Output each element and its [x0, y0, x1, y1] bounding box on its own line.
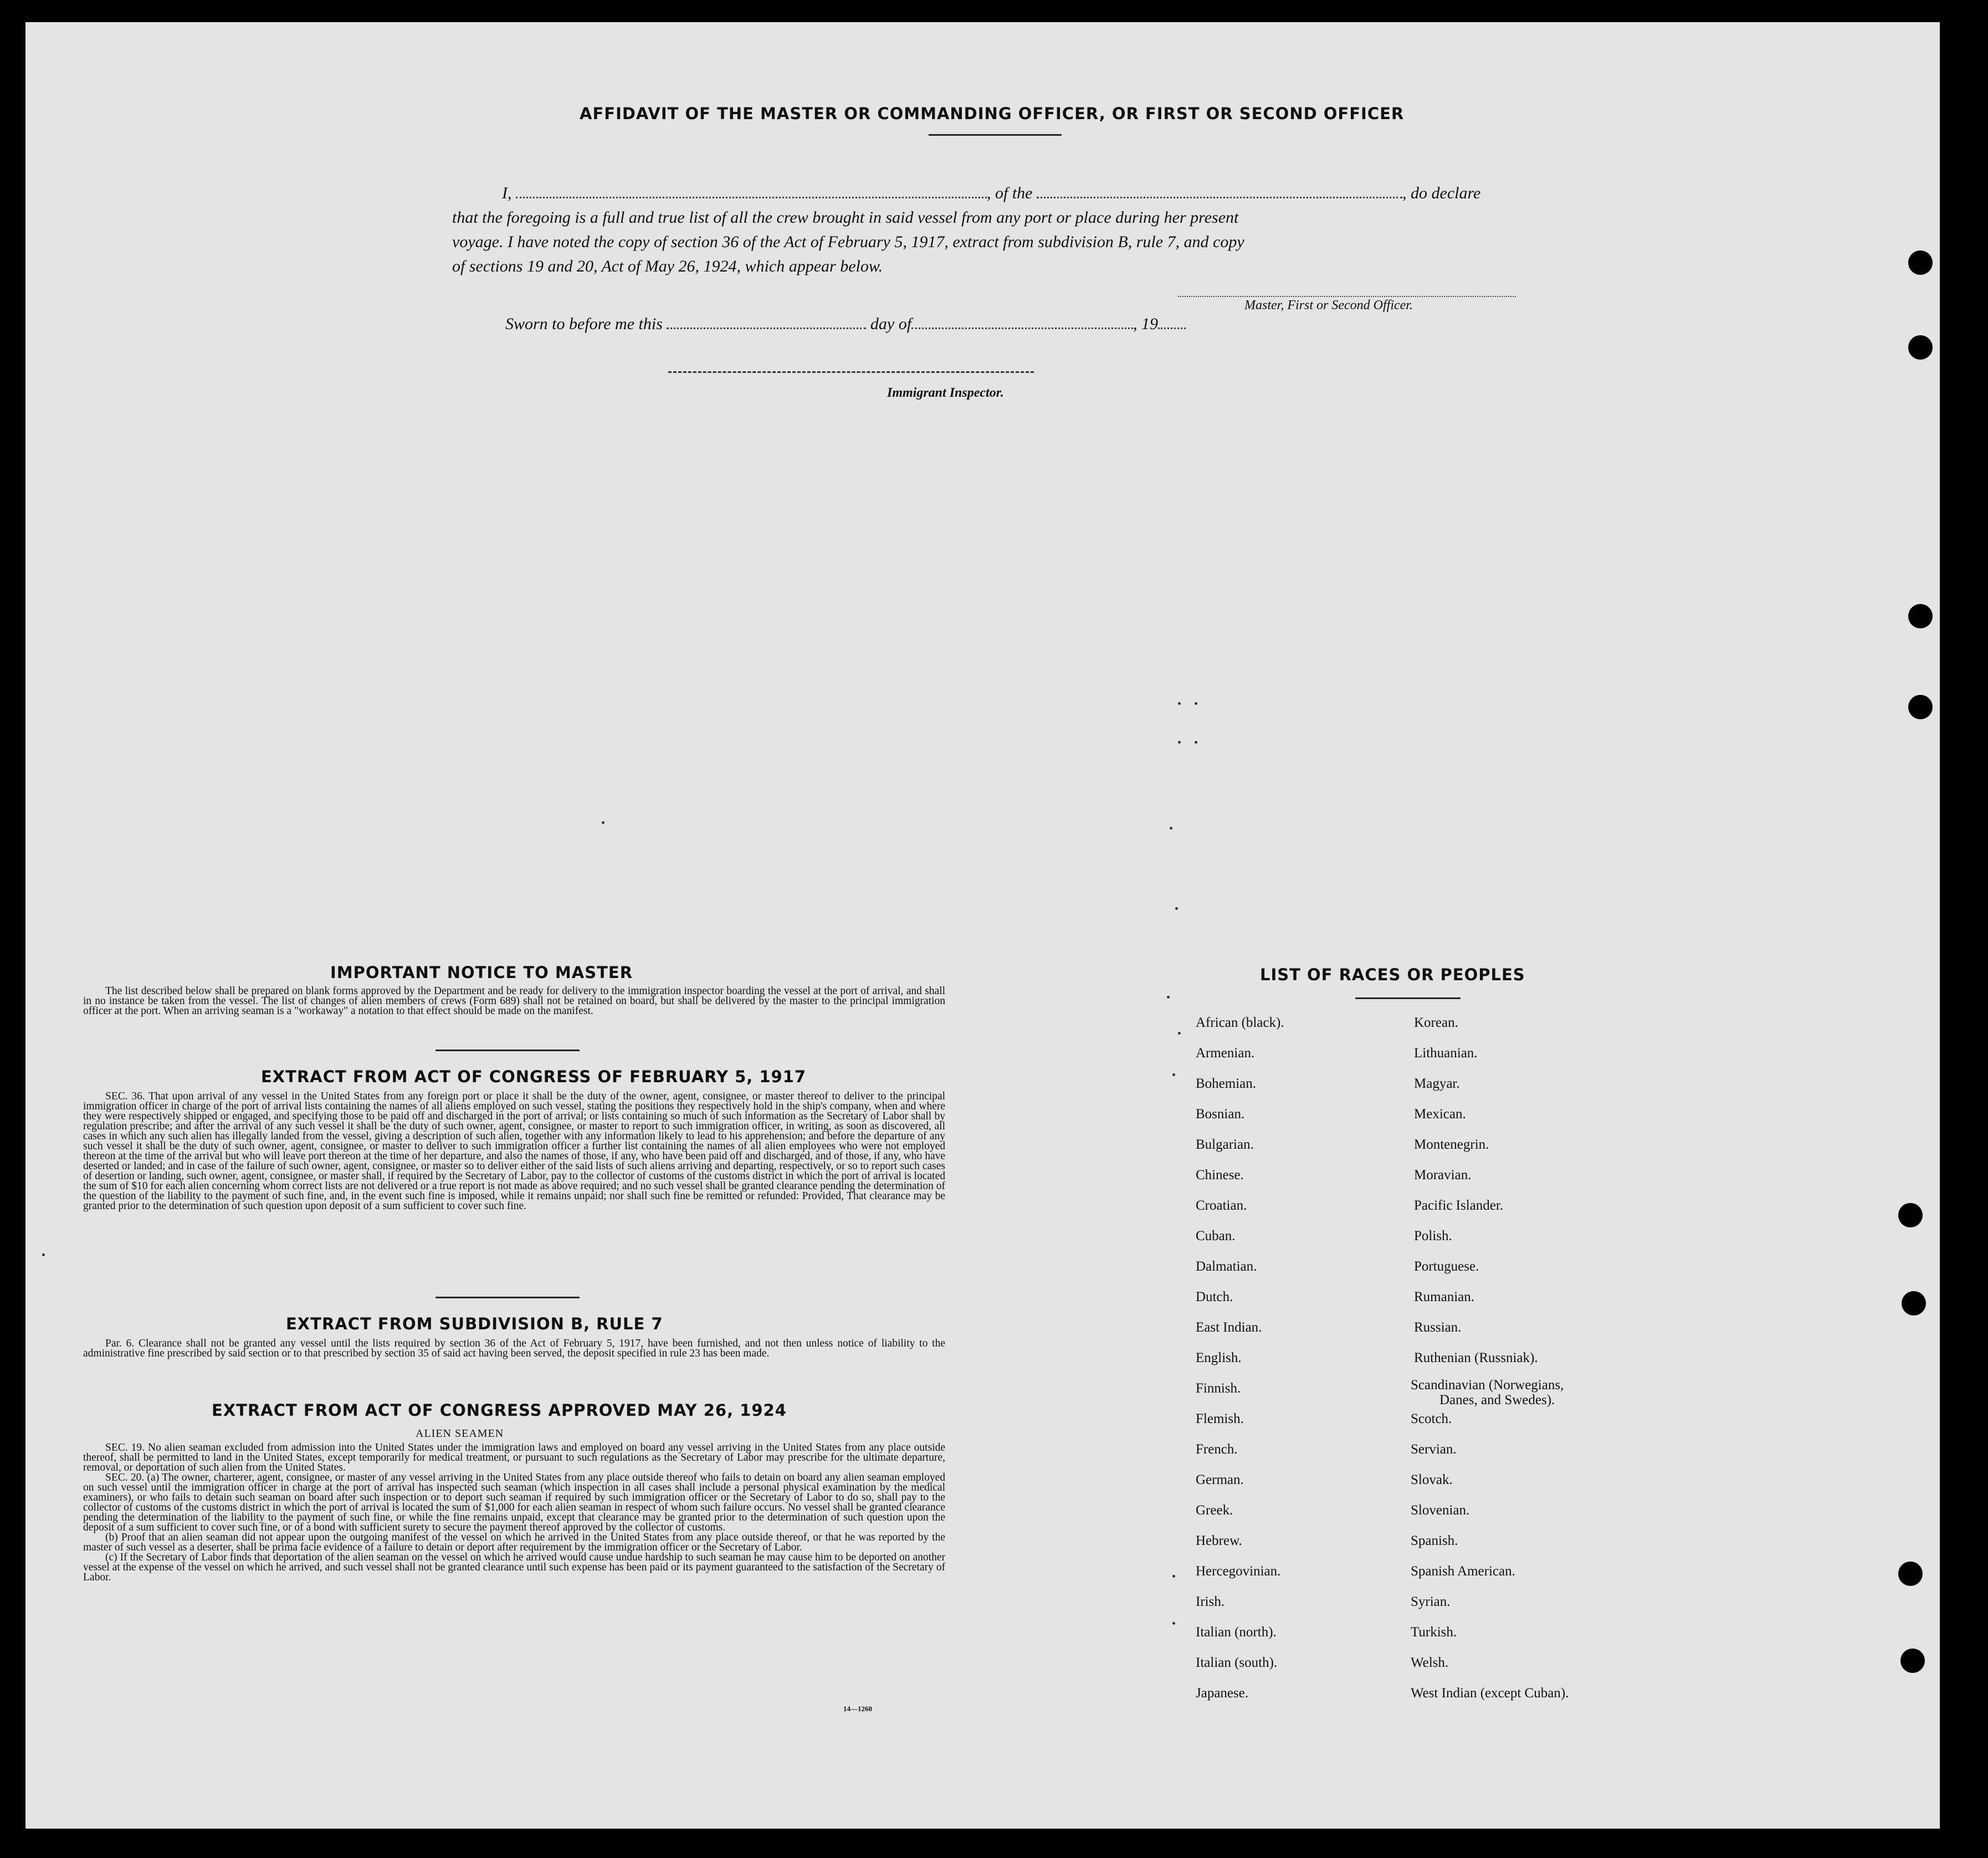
year-label: , 19 [1133, 315, 1159, 333]
month-blank [911, 327, 1133, 329]
vessel-blank [1037, 196, 1402, 198]
race-right-4: Mexican. [1414, 1107, 1466, 1122]
race-left-21: Italian (north). [1196, 1625, 1277, 1640]
sworn-line [505, 315, 1186, 334]
do-declare-label: , do declare [1402, 184, 1481, 202]
race-right-9: Portuguese. [1414, 1259, 1479, 1274]
binder-hole [1908, 250, 1933, 275]
race-right-20: Syrian. [1411, 1594, 1451, 1609]
divider-2 [435, 1297, 580, 1298]
race-right-22: Welsh. [1411, 1655, 1449, 1670]
race-left-16: German. [1196, 1472, 1244, 1487]
race-left-17: Greek. [1196, 1503, 1233, 1518]
sec20c: (c) If the Secretary of Labor finds that deportation of the alien seaman on the vessel on which he arrived would cause undue hardship to such seaman he may cause him to be deported on another vessel at the expense of the vessel on which he arrived, and such vessel shall not be granted clearance until such expense has been paid or its payment guaranteed to the satisfaction of the Secretary of Labor. [83, 1552, 945, 1583]
extract-1917-title: EXTRACT FROM ACT OF CONGRESS OF FEBRUARY 5, 1917 [261, 1067, 807, 1086]
race-right-1: Korean. [1414, 1015, 1458, 1030]
race-right-17: Slovenian. [1411, 1503, 1470, 1518]
bleed-speck [1178, 741, 1181, 744]
race-right-8: Polish. [1414, 1229, 1452, 1243]
bleed-speck [1170, 827, 1172, 830]
race-right-12: Ruthenian (Russniak). [1414, 1350, 1538, 1365]
binder-hole [1900, 1649, 1925, 1673]
race-left-19: Hercegovinian. [1196, 1564, 1281, 1579]
race-right-5: Montenegrin. [1414, 1137, 1489, 1152]
race-right-3: Magyar. [1414, 1076, 1460, 1091]
bleed-speck [1178, 1032, 1181, 1035]
race-right-19: Spanish American. [1411, 1564, 1515, 1579]
binder-hole [1908, 604, 1933, 628]
i-label: I, [502, 184, 512, 202]
extract-1924-text [83, 1443, 945, 1583]
race-left-12: English. [1196, 1350, 1242, 1365]
binder-hole [1908, 695, 1933, 719]
race-right-6: Moravian. [1414, 1168, 1472, 1183]
notice-title: IMPORTANT NOTICE TO MASTER [330, 963, 633, 982]
race-right-21: Turkish. [1411, 1625, 1457, 1640]
race-right-10: Rumanian. [1414, 1289, 1475, 1304]
binder-hole [1908, 335, 1933, 360]
affidavit-line2: that the foregoing is a full and true list of all the crew brought in said vessel from any port or place during her present [452, 208, 1239, 227]
race-left-3: Bohemian. [1196, 1076, 1257, 1091]
sec20a: SEC. 20. (a) The owner, charterer, agent, consignee, or master of any vessel arriving in the United States from any place outside thereof who fails to detain on board any alien seaman employed on such vessel until the immigration officer in charge at the port of arrival has inspected such seaman (which inspection in all cases shall include a personal physical examination by the medical examiners), or who fails to detain such seaman on board after such inspection or to deport such seaman if required by such immigration officer or the Secretary of Labor to do so, shall pay to the collector of customs of the customs district in which the port of arrival is located the sum of $1,000 for each alien seaman in respect of whom such failure occurs. No vessel shall be granted clearance pending the determination of the liability to the payment of such fine, or while the fine remains unpaid, except that clearance may be granted prior to the determination of such question upon the deposit of a sum sufficient to cover such fine, or of a bond with sufficient surety to secure the payment thereof approved by the collector of customs. [83, 1472, 945, 1533]
alien-seamen-subtitle: ALIEN SEAMEN [416, 1427, 504, 1440]
race-left-10: Dutch. [1196, 1289, 1233, 1304]
race-right-7: Pacific Islander. [1414, 1198, 1504, 1213]
binder-hole [1898, 1562, 1923, 1586]
binder-hole [1898, 1203, 1923, 1227]
race-left-8: Cuban. [1196, 1229, 1236, 1243]
race-left-18: Hebrew. [1196, 1533, 1242, 1548]
form-number: 14—1260 [843, 1705, 872, 1713]
day-of-label: day of [870, 315, 912, 333]
divider-1 [435, 1050, 580, 1051]
affidavit-line3: voyage. I have noted the copy of section 36 of the Act of February 5, 1917, extract from subdivision B, rule 7, and copy [452, 233, 1244, 251]
race-left-20: Irish. [1196, 1594, 1225, 1609]
bleed-speck [1167, 996, 1170, 999]
bleed-speck [1178, 702, 1181, 705]
master-signature-line [1178, 296, 1516, 297]
race-right-14: Scotch. [1411, 1411, 1452, 1426]
inspector-signature-line [668, 371, 1034, 373]
races-divider [1355, 997, 1461, 999]
race-right-13-cont: Danes, and Swedes). [1439, 1393, 1555, 1407]
extract-1917-text: SEC. 36. That upon arrival of any vessel in the United States from any foreign port or place it shall be the duty of the owner, agent, consignee, or master thereof to deliver to the principal immigration officer in charge of the port of arrival lists containing the names of all aliens employed on such vessel, stating the positions they respectively hold in the ship's company, when and where they were respectively shipped or engaged, and specifying those to be paid off and discharged in the port of arrival; or lists containing so much of such information as the Secretary of Labor shall by regulation prescribe; and after the arrival of any such vessel it shall be the duty of such owner, agent, consignee, or master to report to such immigration officer, in writing, as soon as discovered, all cases in which any such alien has illegally landed from the vessel, giving a description of such alien, together with any information likely to lead to his apprehension; and before the departure of any such vessel it shall be the duty of such owner, agent, consignee, or master to deliver to such immigration officer a further list containing the names of all alien employees who were not employed thereon at the time of the arrival but who will leave port thereon at the time of her departure, and also the names of those, if any, who have been paid off and discharged, and of those, if any, who have deserted or landed; and in case of the failure of such owner, agent, consignee, or master so to deliver either of the said lists of such aliens arriving and departing, respectively, or so to report such cases of desertion or landing, such owner, agent, consignee, or master shall, if required by the Secretary of Labor, pay to the collector of customs of the customs district in which the port of arrival is located the sum of $10 for each alien concerning whom correct lists are not delivered or a true report is not made as above required; and no such vessel shall be granted clearance pending the determination of the question of the liability to the payment of such fine, and, in the event such fine is imposed, while it remains unpaid; nor shall such fine be remitted or refunded: Provided, That clearance may be granted prior to the determination of such question upon deposit of a sum sufficient to cover such fine. [83, 1091, 945, 1212]
race-left-15: French. [1196, 1442, 1238, 1457]
binder-hole [1902, 1291, 1926, 1316]
race-left-23: Japanese. [1196, 1686, 1249, 1701]
day-blank [667, 327, 866, 329]
race-left-14: Flemish. [1196, 1411, 1244, 1426]
race-right-13: Scandinavian (Norwegians, [1411, 1378, 1564, 1393]
race-right-16: Slovak. [1411, 1472, 1453, 1487]
race-right-15: Servian. [1411, 1442, 1457, 1457]
affidavit-line4: of sections 19 and 20, Act of May 26, 1924, which appear below. [452, 257, 883, 275]
notice-text: The list described below shall be prepared on blank forms approved by the Department and be ready for delivery to the immigration inspector boarding the vessel at the port of arrival, and shall in no instance be taken from the vessel. The list of changes of alien members of crews (Form 689) shall not be retained on board, but shall be delivered by the master to the principal immigration officer at the port. When an arriving seaman is a "workaway" a notation to that effect should be made on the manifest. [83, 985, 945, 1017]
inspector-label: Immigrant Inspector. [887, 386, 1004, 400]
bleed-speck [1175, 907, 1178, 910]
race-left-2: Armenian. [1196, 1046, 1255, 1061]
affidavit-title: AFFIDAVIT OF THE MASTER OR COMMANDING OFFICER, OR FIRST OR SECOND OFFICER [580, 104, 1405, 123]
document-page [25, 22, 1940, 1829]
races-title: LIST OF RACES OR PEOPLES [1260, 965, 1525, 984]
race-left-11: East Indian. [1196, 1320, 1262, 1335]
bleed-speck [1172, 1575, 1175, 1578]
bleed-speck [602, 821, 604, 824]
race-left-5: Bulgarian. [1196, 1137, 1254, 1152]
sec20b: (b) Proof that an alien seaman did not appear upon the outgoing manifest of the vessel on which he arrived in the United States from any place outside thereof, or that he was reported by the master of such vessel as a deserter, shall be prima facie evidence of a failure to detain or deport after requirement by the immigration officer or the Secretary of Labor. [83, 1532, 945, 1553]
of-the-label: , of the [987, 184, 1033, 202]
race-left-7: Croatian. [1196, 1198, 1247, 1213]
extract-1924-title: EXTRACT FROM ACT OF CONGRESS APPROVED MAY 26, 1924 [212, 1401, 787, 1420]
bleed-speck [1172, 1073, 1175, 1076]
sec19: SEC. 19. No alien seaman excluded from admission into the United States under the immigration laws and employed on board any vessel arriving in the United States from any place outside thereof, shall be permitted to land in the United States, except temporarily for medical treatment, or pursuant to such regulations as the Secretary of Labor may prescribe for the ultimate departure, removal, or deportation of such alien from the United States. [83, 1442, 945, 1473]
master-signature-label: Master, First or Second Officer. [1244, 298, 1413, 313]
rule7-title: EXTRACT FROM SUBDIVISION B, RULE 7 [286, 1314, 663, 1333]
title-divider [929, 134, 1062, 136]
race-left-4: Bosnian. [1196, 1107, 1245, 1122]
affidavit-line1 [502, 184, 1480, 203]
race-left-13: Finnish. [1196, 1381, 1241, 1396]
bleed-speck [1195, 702, 1197, 705]
year-blank [1158, 327, 1186, 329]
race-right-11: Russian. [1414, 1320, 1462, 1335]
name-blank [516, 196, 987, 198]
bleed-speck [1172, 1622, 1175, 1625]
race-right-23: West Indian (except Cuban). [1411, 1686, 1569, 1701]
rule7-text: Par. 6. Clearance shall not be granted any vessel until the lists required by section 36 of the Act of February 5, 1917, have been furnished, and not then unless notice of liability to the administrative fine prescribed by said section or to that prescribed by section 35 of said act having been served, the deposit specified in rule 23 has been made. [83, 1338, 945, 1359]
race-left-6: Chinese. [1196, 1168, 1244, 1183]
bleed-speck [1195, 741, 1197, 744]
race-left-22: Italian (south). [1196, 1655, 1278, 1670]
race-right-18: Spanish. [1411, 1533, 1458, 1548]
sworn-label: Sworn to before me this [505, 315, 663, 333]
race-left-1: African (black). [1196, 1015, 1284, 1030]
race-right-2: Lithuanian. [1414, 1046, 1478, 1061]
race-left-9: Dalmatian. [1196, 1259, 1257, 1274]
bleed-speck [42, 1253, 45, 1256]
